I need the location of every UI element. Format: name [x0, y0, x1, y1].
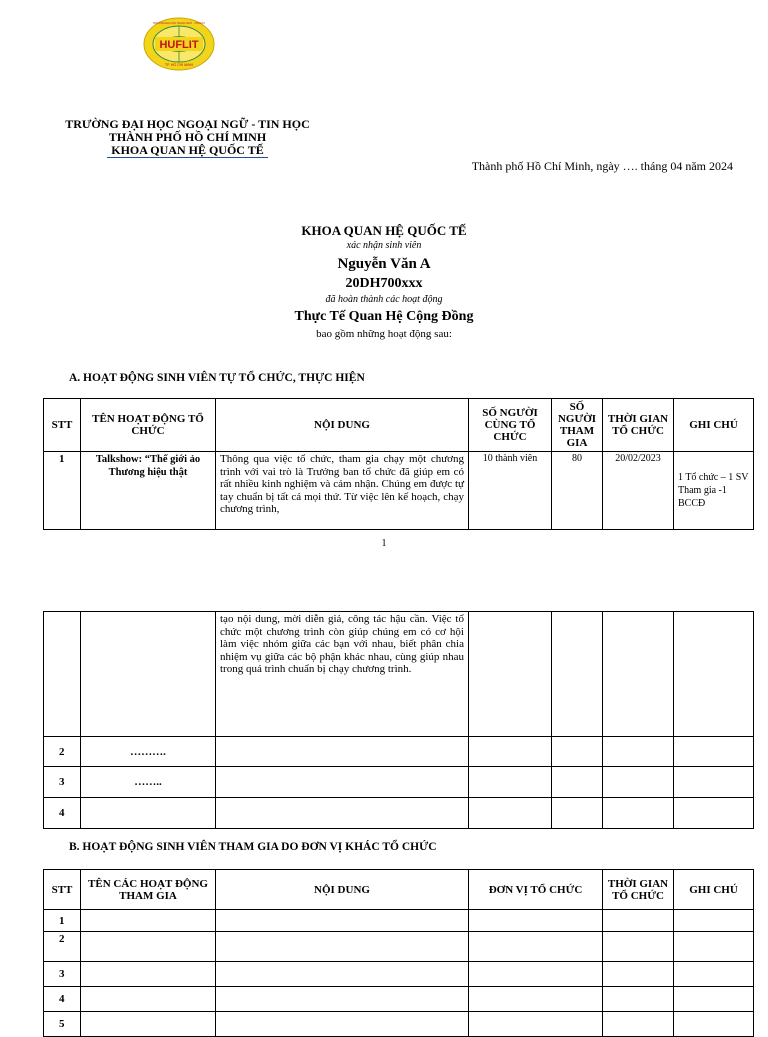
table-row [44, 612, 754, 737]
header-participants: SỐ NGƯỜI THAM GIA [552, 399, 603, 452]
header-content: NỘI DUNG [216, 399, 469, 452]
section-a-table-page2 [43, 611, 754, 829]
row1-organizers: 10 thành viên [469, 452, 552, 530]
table-row [44, 987, 754, 1012]
logo-text: HUFLIT [159, 39, 199, 51]
b-row2-stt: 2 [44, 932, 81, 962]
header-time: THỜI GIAN TỔ CHỨC [603, 870, 674, 910]
table-header-row [44, 870, 754, 910]
row1-stt: 1 [44, 452, 81, 530]
section-a-title: A. HOẠT ĐỘNG SINH VIÊN TỰ TỔ CHỨC, THỰC HIỆN [69, 372, 365, 384]
header-organizer-unit: ĐƠN VỊ TỔ CHỨC [469, 870, 603, 910]
header-time: THỜI GIAN TỔ CHỨC [603, 399, 674, 452]
table-row [44, 767, 754, 798]
b-row5-stt: 5 [44, 1012, 81, 1037]
row4-name [81, 798, 216, 829]
header-organizers: SỐ NGƯỜI CÙNG TỔ CHỨC [469, 399, 552, 452]
student-id: 20DH700xxx [345, 276, 423, 291]
title-confirm: xác nhận sinh viên [346, 240, 422, 251]
table-row [44, 962, 754, 987]
header-content: NỘI DUNG [216, 870, 469, 910]
table-row [44, 932, 754, 962]
school-header [60, 118, 315, 158]
date-line: Thành phố Hồ Chí Minh, ngày …. tháng 04 năm 2024 [471, 159, 733, 173]
school-name-line1: TRƯỜNG ĐẠI HỌC NGOẠI NGỮ - TIN HỌC [65, 117, 310, 131]
school-name-line2: THÀNH PHỐ HỒ CHÍ MINH [108, 130, 267, 144]
section-b-title: B. HOẠT ĐỘNG SINH VIÊN THAM GIA DO ĐƠN VỊ KHÁC TỔ CHỨC [69, 841, 437, 853]
row1-date: 20/02/2023 [603, 452, 674, 530]
row3-stt: 3 [44, 767, 81, 798]
table-row [44, 452, 754, 530]
logo-ring-text: TRƯỜNG ĐẠI HỌC NGOẠI NGỮ - TIN HỌC [152, 22, 206, 25]
b-row3-stt: 3 [44, 962, 81, 987]
activity-name: Thực Tế Quan Hệ Cộng Đồng [294, 309, 474, 324]
row1-name: Talkshow: “Thế giới ảo Thương hiệu thật [81, 452, 216, 530]
row2-stt: 2 [44, 737, 81, 767]
header-stt: STT [44, 870, 81, 910]
page-number: 1 [381, 538, 387, 549]
section-a-table-page1 [43, 398, 754, 530]
student-name: Nguyễn Văn A [337, 256, 431, 272]
row2-name: ………. [81, 737, 216, 767]
huflit-logo [143, 17, 215, 71]
section-b-table [43, 869, 754, 1037]
faculty-name: KHOA QUAN HỆ QUỐC TẾ [107, 144, 267, 158]
table-header-row [44, 399, 754, 452]
row1-content-part1: Thông qua việc tổ chức, tham gia chạy một chương trình với vai trò là Trưởng ban tổ chức đã giúp em có rất nhiều kinh nghiệm và cảm nhận. Chúng em được tự tay chuẩn bị tất cả mọi thứ. Từ việc lên kế hoạch, chạy chương trình, [216, 452, 469, 530]
table-row [44, 737, 754, 767]
b-row4-stt: 4 [44, 987, 81, 1012]
header-activity-name: TÊN CÁC HOẠT ĐỘNG THAM GIA [81, 870, 216, 910]
table-row [44, 910, 754, 932]
table-row [44, 1012, 754, 1037]
table-row [44, 798, 754, 829]
row4-stt: 4 [44, 798, 81, 829]
logo-bottom-text: TP. HỒ CHÍ MINH [164, 63, 194, 67]
header-stt: STT [44, 399, 81, 452]
header-note: GHI CHÚ [674, 399, 754, 452]
row1-participants: 80 [552, 452, 603, 530]
row1-content-part2: tạo nội dung, mời diễn giả, công tác hậu cần. Việc tổ chức một chương trình còn giúp chúng em có cơ hội làm việc nhóm giữa các bạn với nhau, biết phân chia nhiệm vụ giữa các bộ phận khác nhau, cùng giúp nhau trong quá trình chuẩn bị chạy chương trình. [216, 612, 469, 737]
title-including: bao gồm những hoạt động sau: [316, 328, 452, 340]
title-completed: đã hoàn thành các hoạt động [325, 294, 443, 305]
header-note: GHI CHÚ [674, 870, 754, 910]
title-faculty: KHOA QUAN HỆ QUỐC TẾ [301, 223, 467, 238]
row1-note: 1 Tổ chức – 1 SV Tham gia -1 BCCĐ [674, 452, 754, 530]
header-activity-name: TÊN HOẠT ĐỘNG TỔ CHỨC [81, 399, 216, 452]
b-row1-stt: 1 [44, 910, 81, 932]
row3-name: …….. [81, 767, 216, 798]
